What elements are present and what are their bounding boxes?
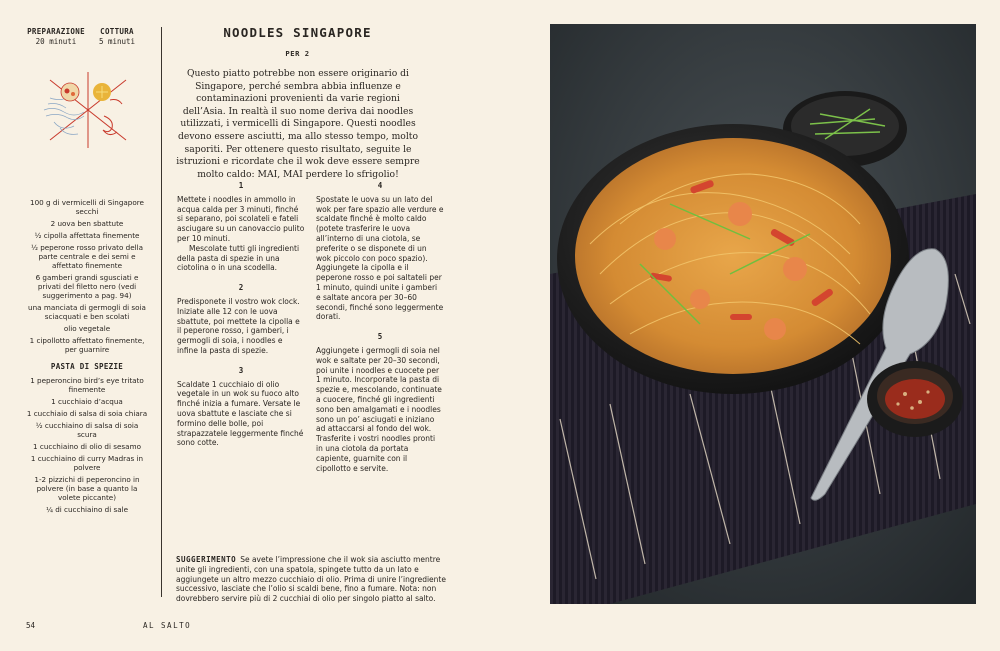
spice-ingredient-item: 1 cucchiaino di curry Madras in polvere <box>30 454 144 472</box>
cook-time-label: COTTURA <box>100 27 134 36</box>
tip-box <box>176 555 448 604</box>
ingredient-item: 2 uova ben sbattute <box>50 219 124 228</box>
step-text: Spostate le uova su un lato del wok per fare spazio alle verdure e scaldate finché è molto caldo (potete trasferire le uova all’interno di una ciotola, se preferite o se disponete di un wok piccolo con poco spazio). Aggiungete la cipolla e il peperone rosso e poi saltateli per 1 minuto, quindi unite i gamberi e saltate ancora per 30–60 secondi, finché sono leggermente dorati. <box>316 194 444 322</box>
wok-clock-illustration <box>40 70 136 150</box>
step-text: Scaldate 1 cucchiaio di olio vegetale in un wok su fuoco alto finché inizia a fumare. Versate le uova sbattute e lasciate che si formino delle bolle, poi strapazzatele leggermente finché sono cotte. <box>177 379 304 448</box>
prep-time-value: 20 minuti <box>35 37 77 46</box>
recipe-intro: Questo piatto potrebbe non essere originario di Singapore, perché sembra abbia influenze e contaminazioni provenienti da varie regioni dell’Asia. In realtà il suo nome deriva dai noodles utilizzati, i vermicelli di Singapore. Questi noodles devono essere asciutti, ma allo stesso tempo, molto saporiti. Per ottenere questo risultato, seguite le istruzioni e ricordate che il wok deve essere sempre molto caldo: MAI, MAI perdere lo sfrigolio! <box>176 68 420 180</box>
tip-text: Se avete l’impressione che il wok sia asciutto mentre unite gli ingredienti, con una spatola, spingete tutto da un lato e aggiungete un altro mezzo cucchiaio di olio. Prima di unire l’ingrediente successivo, lasciate che l’olio si scaldi bene, fino a fumare. Nota: non dovrebbero servire più di 2 cucchiai di olio per singolo piatto al salto. <box>176 555 446 604</box>
spice-ingredient-item: ½ cucchiaino di salsa di soia scura <box>35 421 139 439</box>
recipe-title: NOODLES SINGAPORE <box>223 25 372 40</box>
tip-label: SUGGERIMENTO <box>176 555 237 564</box>
ingredient-item: ½ peperone rosso privato della parte centrale e dei semi e affettato finemente <box>30 243 144 270</box>
ingredient-item: 6 gamberi grandi sgusciati e privati del filetto nero (vedi suggerimento a pag. 94) <box>35 273 139 300</box>
section-name: AL SALTO <box>143 621 192 630</box>
cook-time-value: 5 minuti <box>98 37 136 46</box>
prep-time <box>26 27 86 46</box>
steps-column-left <box>177 181 305 458</box>
servings: PER 2 <box>285 49 310 58</box>
spice-ingredient-item: 1 cucchiaio d’acqua <box>51 397 123 406</box>
ingredient-item: ½ cipolla affettata finemente <box>34 231 140 240</box>
ingredient-item: una manciata di germogli di soia sciacquati e ben scolati <box>28 303 146 321</box>
spice-ingredient-item: 1 cucchiaio di salsa di soia chiara <box>26 409 148 418</box>
step-text: Aggiungete i germogli di soia nel wok e saltate per 20–30 secondi, poi unite i noodles e cuocete per 1 minuto. Incorporate la pasta di spezie e, mescolando, continuate a cuocere, finché gli ingredienti sono ben amalgamati e i noodles sono un po’ asciugati e iniziano ad attaccarsi al fondo del wok. Trasferite i vostri noodles pronti in una ciotola da portata capiente, guarnite con il cipollotto e servite. <box>316 345 442 473</box>
cook-time <box>93 27 141 46</box>
step-text <box>177 195 305 273</box>
spice-ingredient-item: 1-2 pizzichi di peperoncino in polvere (in base a quanto la volete piccante) <box>34 475 140 502</box>
step-number: 4 <box>377 181 383 190</box>
spice-ingredient-item: 1 cucchiaino di olio di sesamo <box>33 442 141 451</box>
step-paragraph: Mettete i noodles in ammollo in acqua calda per 3 minuti, finché si separano, poi scolateli e fateli asciugare su un canovaccio pulito per 10 minuti. <box>177 194 305 243</box>
spice-ingredient-item: ¼ di cucchiaino di sale <box>45 505 129 514</box>
step-text: Predisponete il vostro wok clock. Iniziate alle 12 con le uova sbattute, poi mettete la cipolla e il peperone rosso, i gamberi, i germogli di soia, i noodles e infine la pasta di spezie. <box>177 296 300 355</box>
ingredient-item: 100 g di vermicelli di Singapore secchi <box>30 198 144 216</box>
ingredients-list <box>26 198 148 517</box>
step-number: 5 <box>377 332 383 342</box>
step-number: 3 <box>238 365 244 375</box>
step-number: 1 <box>238 181 244 190</box>
spice-paste-heading: PASTA DI SPEZIE <box>50 362 124 371</box>
step-number: 2 <box>238 283 244 293</box>
ingredient-item: 1 cipollotto affettato finemente, per guarnire <box>29 336 145 354</box>
spice-ingredient-item: 1 peperoncino bird’s eye tritato finemente <box>30 376 144 394</box>
ingredient-item: olio vegetale <box>63 324 111 333</box>
dish-photo <box>550 24 976 604</box>
column-divider <box>161 27 162 597</box>
step-paragraph: Mescolate tutti gli ingredienti della pasta di spezie in una ciotolina o in una scodella. <box>177 243 300 273</box>
steps-column-right <box>316 181 444 483</box>
page-number: 54 <box>26 621 36 630</box>
prep-time-label: PREPARAZIONE <box>27 27 85 36</box>
